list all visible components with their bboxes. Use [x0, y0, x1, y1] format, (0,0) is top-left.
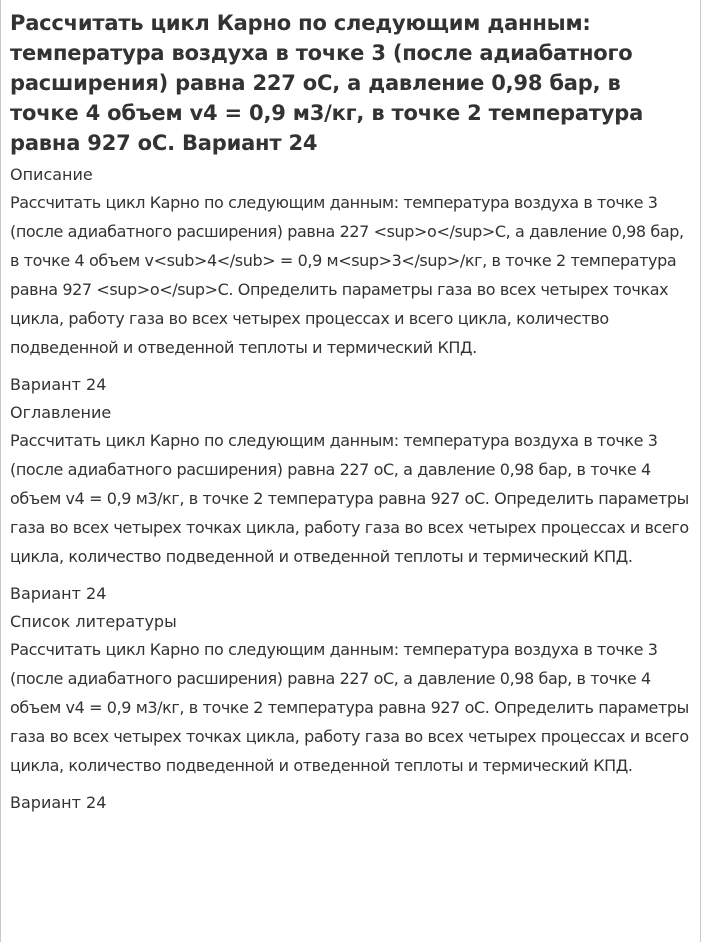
- section-heading: Описание: [10, 165, 93, 184]
- section-contents: [10, 402, 696, 605]
- section-description: [10, 164, 696, 396]
- variant-label: Вариант 24: [10, 584, 107, 603]
- section-heading: Оглавление: [10, 403, 112, 422]
- variant-label: Вариант 24: [10, 375, 107, 394]
- section-text: Рассчитать цикл Карно по следующим данным: температура воздуха в точке 3 (после адиабатного расширения) равна 227 оС, а давление 0,98 бар, в точке 4 объем v4 = 0,9 м3/кг, в точке 2 температура равна 927 оС. Определить параметры газа во всех четырех точках цикла, работу газа во всех четырех процессах и всего цикла, количество подведенной и отведенной теплоты и термический КПД.: [10, 431, 689, 566]
- section-heading: Список литературы: [10, 612, 177, 631]
- section-text: Рассчитать цикл Карно по следующим данным: температура воздуха в точке 3 (после адиабатного расширения) равна 227 оС, а давление 0,98 бар, в точке 4 объем v4 = 0,9 м3/кг, в точке 2 температура равна 927 оС. Определить параметры газа во всех четырех точках цикла, работу газа во всех четырех процессах и всего цикла, количество подведенной и отведенной теплоты и термический КПД.: [10, 640, 689, 775]
- variant-label: Вариант 24: [10, 793, 107, 812]
- section-text: Рассчитать цикл Карно по следующим данным: температура воздуха в точке 3 (после адиабатного расширения) равна 227 <sup>o</sup>C, а давление 0,98 бар, в точке 4 объем v<sub>4</sub> = 0,9 м<sup>3</sup>/кг, в точке 2 температура равна 927 <sup>o</sup>C. Определить параметры газа во всех четырех точках цикла, работу газа во всех четырех процессах и всего цикла, количество подведенной и отведенной теплоты и термический КПД.: [10, 193, 684, 357]
- document-content: [10, 8, 696, 818]
- page-title: Рассчитать цикл Карно по следующим данным: температура воздуха в точке 3 (после адиабатного расширения) равна 227 оС, а давление 0,98 бар, в точке 4 объем v4 = 0,9 м3/кг, в точке 2 температура равна 927 оС. Вариант 24: [10, 11, 644, 155]
- section-bibliography: [10, 611, 696, 814]
